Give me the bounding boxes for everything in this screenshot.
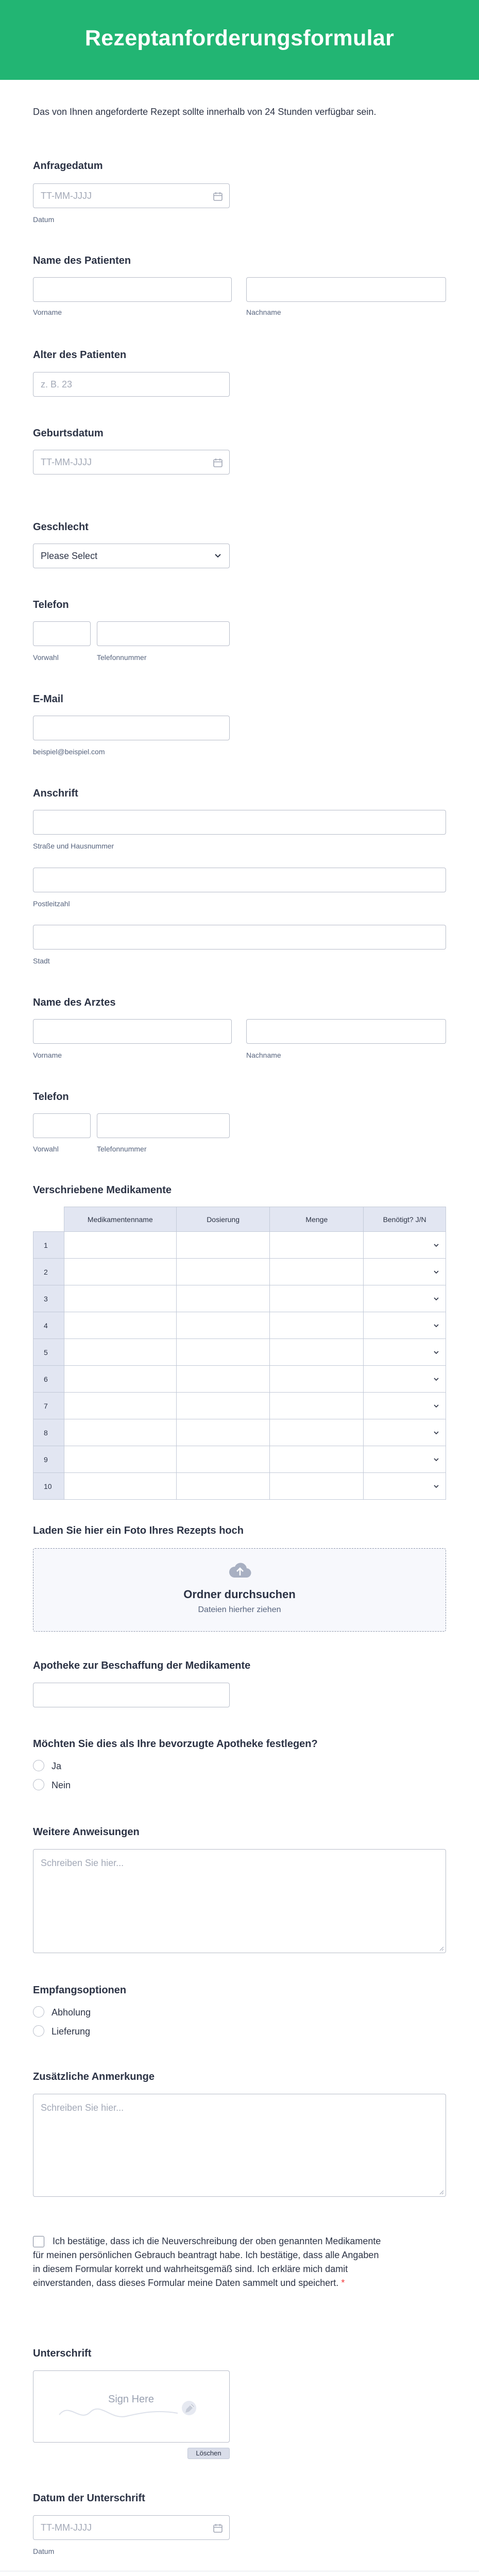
table-row (33, 1446, 446, 1473)
doctor-first-name-input[interactable] (33, 1019, 232, 1044)
email-sublabel: beispiel@beispiel.com (33, 748, 105, 756)
gender-select[interactable] (33, 544, 230, 568)
cloud-upload-icon (228, 1562, 252, 1579)
dosage-cell[interactable] (176, 1419, 270, 1446)
radio-pickup-label: Abholung (52, 2007, 91, 2018)
signature-date-sublabel: Datum (33, 2547, 55, 2555)
form-intro: Das von Ihnen angeforderte Rezept sollte innerhalb von 24 Stunden verfügbar sein. (33, 107, 377, 117)
needed-select-cell[interactable] (364, 1339, 446, 1366)
quantity-cell[interactable] (270, 1446, 364, 1473)
quantity-cell[interactable] (270, 1232, 364, 1259)
quantity-cell[interactable] (270, 1339, 364, 1366)
radio-pickup[interactable] (33, 2006, 44, 2018)
instructions-label: Weitere Anweisungen (33, 1826, 140, 1838)
needed-select-cell[interactable] (364, 1473, 446, 1500)
calendar-icon[interactable] (213, 2523, 223, 2533)
birth-date-label: Geburtsdatum (33, 428, 104, 439)
patient-age-input[interactable] (33, 372, 230, 397)
notes-label: Zusätzliche Anmerkunge (33, 2071, 155, 2082)
resize-handle-icon[interactable] (439, 2190, 444, 2195)
dosage-cell[interactable] (176, 1366, 270, 1393)
chevron-down-icon (433, 1456, 439, 1463)
patient-name-label: Name des Patienten (33, 255, 131, 266)
signature-date-placeholder: TT-MM-JJJJ (41, 2522, 92, 2533)
doctor-phone-area-sublabel: Vorwahl (33, 1145, 59, 1153)
dosage-cell[interactable] (176, 1259, 270, 1285)
address-street-input[interactable] (33, 810, 446, 835)
resize-handle-icon[interactable] (439, 1946, 444, 1951)
doctor-first-sublabel: Vorname (33, 1051, 62, 1059)
radio-yes-label: Ja (52, 1761, 62, 1771)
phone-number-sublabel: Telefonnummer (97, 653, 147, 662)
chevron-down-icon (433, 1242, 439, 1248)
radio-no[interactable] (33, 1779, 44, 1790)
request-date-placeholder: TT-MM-JJJJ (41, 191, 92, 201)
needed-select-cell[interactable] (364, 1419, 446, 1446)
chevron-down-icon (433, 1269, 439, 1275)
notes-textarea[interactable] (33, 2094, 446, 2197)
quantity-cell[interactable] (270, 1259, 364, 1285)
table-row (33, 1285, 446, 1312)
table-row (33, 1259, 446, 1285)
needed-select-cell[interactable] (364, 1285, 446, 1312)
patient-age-placeholder: z. B. 23 (41, 379, 73, 389)
medication-name-cell[interactable] (64, 1366, 176, 1393)
phone-area-sublabel: Vorwahl (33, 653, 59, 662)
row-number: 5 (33, 1339, 64, 1366)
birth-date-input[interactable] (33, 450, 230, 474)
chevron-down-icon (433, 1430, 439, 1436)
instructions-textarea[interactable] (33, 1849, 446, 1953)
address-city-input[interactable] (33, 925, 446, 950)
quantity-cell[interactable] (270, 1393, 364, 1419)
request-date-sublabel: Datum (33, 215, 55, 224)
phone-label: Telefon (33, 599, 69, 611)
doctor-phone-area-input[interactable] (33, 1113, 91, 1138)
needed-select-cell[interactable] (364, 1312, 446, 1339)
column-header-medication: Medikamentenname (64, 1207, 176, 1232)
radio-no-label: Nein (52, 1780, 71, 1790)
patient-last-sublabel: Nachname (246, 308, 281, 316)
chevron-down-icon (433, 1323, 439, 1329)
phone-number-input[interactable] (97, 621, 230, 646)
medication-name-cell[interactable] (64, 1473, 176, 1500)
needed-select-cell[interactable] (364, 1393, 446, 1419)
consent-statement: Ich bestätige, dass ich die Neuverschreibung der oben genannten Medikamente für meinen persönlichen Gebrauch beantragt habe. Ich bestätige, dass alle Angaben in diesem Formular korrekt und wahrheitsgemäß sind. Ich erkläre mich damit einverstanden, dass dieses Formular meine Daten sammelt und speichert. (33, 2236, 381, 2288)
medication-name-cell[interactable] (64, 1339, 176, 1366)
sign-here-placeholder: Sign Here (108, 2394, 154, 2405)
radio-delivery-label: Lieferung (52, 2026, 91, 2037)
dosage-cell[interactable] (176, 1339, 270, 1366)
table-row (33, 1232, 446, 1259)
row-number: 3 (33, 1285, 64, 1312)
chevron-down-icon (433, 1349, 439, 1355)
row-number: 9 (33, 1446, 64, 1473)
doctor-phone-label: Telefon (33, 1091, 69, 1103)
column-header-quantity: Menge (270, 1207, 364, 1232)
patient-age-label: Alter des Patienten (33, 349, 127, 361)
row-number: 2 (33, 1259, 64, 1285)
birth-date-placeholder: TT-MM-JJJJ (41, 457, 92, 467)
browse-files-button[interactable]: Ordner durchsuchen (183, 1588, 296, 1601)
chevron-down-icon (433, 1403, 439, 1409)
medication-name-cell[interactable] (64, 1419, 176, 1446)
table-corner (33, 1207, 64, 1232)
notes-placeholder: Schreiben Sie hier... (41, 2103, 124, 2113)
table-row (33, 1419, 446, 1446)
medication-name-cell[interactable] (64, 1232, 176, 1259)
column-header-dosage: Dosierung (176, 1207, 270, 1232)
chevron-down-icon (214, 551, 222, 560)
medications-label: Verschriebene Medikamente (33, 1184, 172, 1196)
dosage-cell[interactable] (176, 1393, 270, 1419)
calendar-icon[interactable] (213, 191, 223, 201)
doctor-name-label: Name des Arztes (33, 997, 116, 1008)
request-date-label: Anfragedatum (33, 160, 103, 172)
signature-label: Unterschrift (33, 2348, 92, 2359)
address-street-sublabel: Straße und Hausnummer (33, 842, 114, 850)
pharmacy-input[interactable] (33, 1683, 230, 1707)
doctor-last-name-input[interactable] (246, 1019, 446, 1044)
form-title: Rezeptanforderungsformular (84, 26, 395, 50)
needed-select-cell[interactable] (364, 1446, 446, 1473)
address-city-sublabel: Stadt (33, 957, 50, 965)
row-number: 4 (33, 1312, 64, 1339)
dosage-cell[interactable] (176, 1473, 270, 1500)
calendar-icon[interactable] (213, 457, 223, 468)
needed-select-cell[interactable] (364, 1366, 446, 1393)
preferred-pharmacy-label: Möchten Sie dies als Ihre bevorzugte Apotheke festlegen? (33, 1738, 318, 1750)
row-number: 7 (33, 1393, 64, 1419)
upload-label: Laden Sie hier ein Foto Ihres Rezepts hoch (33, 1525, 244, 1536)
consent-text (33, 2234, 383, 2290)
medication-name-cell[interactable] (64, 1312, 176, 1339)
phone-area-input[interactable] (33, 621, 91, 646)
table-row (33, 1473, 446, 1500)
dosage-cell[interactable] (176, 1312, 270, 1339)
table-row (33, 1312, 446, 1339)
dosage-cell[interactable] (176, 1232, 270, 1259)
table-row (33, 1366, 446, 1393)
quantity-cell[interactable] (270, 1366, 364, 1393)
pharmacy-label: Apotheke zur Beschaffung der Medikamente (33, 1660, 251, 1671)
table-row (33, 1339, 446, 1366)
medication-name-cell[interactable] (64, 1446, 176, 1473)
address-zip-input[interactable] (33, 868, 446, 892)
medication-name-cell[interactable] (64, 1285, 176, 1312)
signature-pad[interactable] (33, 2370, 230, 2443)
chevron-down-icon (433, 1376, 439, 1382)
address-zip-sublabel: Postleitzahl (33, 900, 70, 908)
medication-name-cell[interactable] (64, 1259, 176, 1285)
email-label: E-Mail (33, 693, 63, 705)
quantity-cell[interactable] (270, 1473, 364, 1500)
row-number: 1 (33, 1232, 64, 1259)
gender-selected-value: Please Select (41, 551, 98, 561)
signature-date-input[interactable] (33, 2515, 230, 2540)
row-number: 6 (33, 1366, 64, 1393)
upload-dropzone[interactable] (33, 1548, 446, 1632)
gender-label: Geschlecht (33, 521, 89, 533)
doctor-phone-number-input[interactable] (97, 1113, 230, 1138)
receive-options-label: Empfangsoptionen (33, 1985, 127, 1996)
instructions-placeholder: Schreiben Sie hier... (41, 1858, 124, 1868)
patient-last-name-input[interactable] (246, 277, 446, 302)
medication-name-cell[interactable] (64, 1393, 176, 1419)
dosage-cell[interactable] (176, 1446, 270, 1473)
quantity-cell[interactable] (270, 1312, 364, 1339)
doctor-phone-number-sublabel: Telefonnummer (97, 1145, 147, 1153)
row-number: 8 (33, 1419, 64, 1446)
request-date-input[interactable] (33, 183, 230, 208)
quantity-cell[interactable] (270, 1419, 364, 1446)
row-number: 10 (33, 1473, 64, 1500)
dosage-cell[interactable] (176, 1285, 270, 1312)
quantity-cell[interactable] (270, 1285, 364, 1312)
patient-first-name-input[interactable] (33, 277, 232, 302)
form-header (0, 0, 479, 80)
patient-first-sublabel: Vorname (33, 308, 62, 316)
radio-yes[interactable] (33, 1760, 44, 1771)
needed-select-cell[interactable] (364, 1259, 446, 1285)
pen-icon (183, 2402, 196, 2415)
signature-date-label: Datum der Unterschrift (33, 2493, 145, 2504)
chevron-down-icon (433, 1483, 439, 1489)
doctor-last-sublabel: Nachname (246, 1051, 281, 1059)
drag-files-hint: Dateien hierher ziehen (198, 1605, 281, 1614)
clear-signature-button[interactable]: Löschen (187, 2448, 230, 2459)
needed-select-cell[interactable] (364, 1232, 446, 1259)
radio-delivery[interactable] (33, 2025, 44, 2037)
medications-table (33, 1207, 446, 1500)
email-input[interactable] (33, 716, 230, 740)
table-row (33, 1393, 446, 1419)
chevron-down-icon (433, 1296, 439, 1302)
required-mark: * (341, 2278, 345, 2288)
address-label: Anschrift (33, 788, 78, 799)
column-header-needed: Benötigt? J/N (364, 1207, 446, 1232)
